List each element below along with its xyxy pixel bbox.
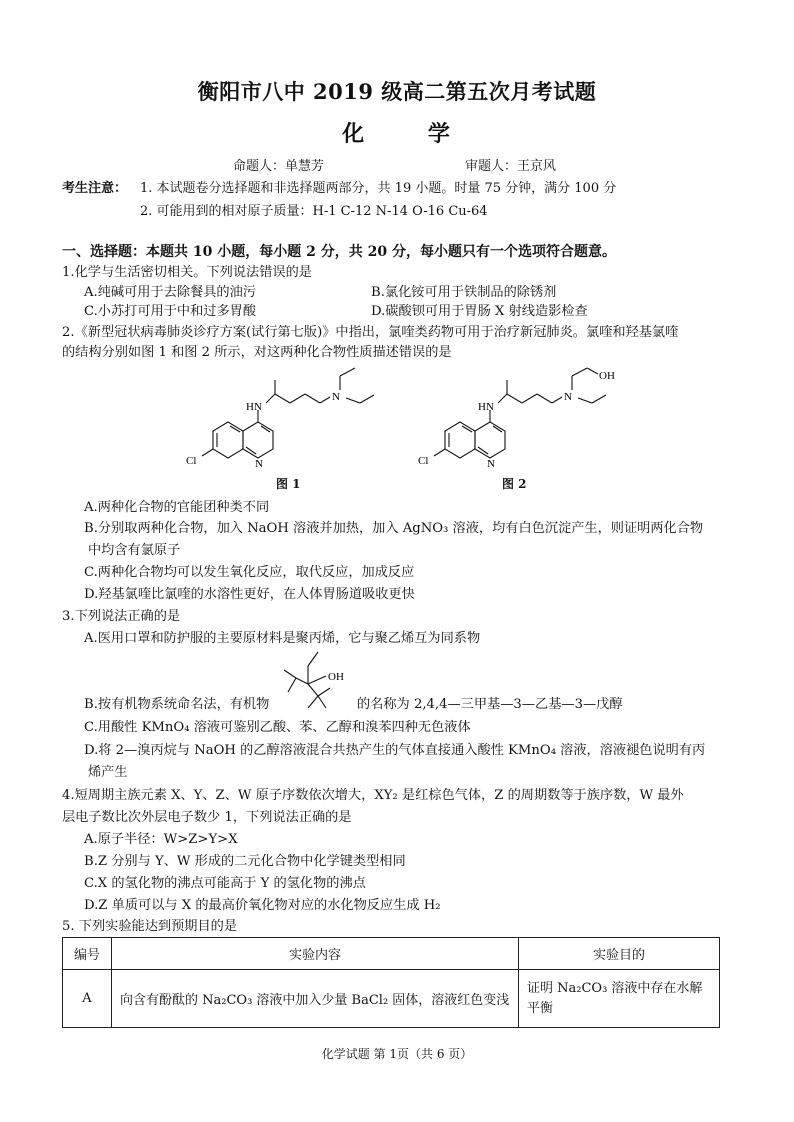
- q1-option-a: A.纯碱可用于去除餐具的油污: [84, 285, 256, 300]
- notice-line-1: 1. 本试题卷分选择题和非选择题两部分，共 19 小题。时量 75 分钟，满分 100 分: [140, 181, 617, 196]
- q3-option-d-1: D.将 2—溴丙烷与 NaOH 的乙醇溶液混合共热产生的气体直接通入酸性 KMnO₄ 溶液，溶液褪色说明有丙: [84, 743, 706, 758]
- atom-label-cl: Cl: [418, 455, 429, 467]
- row-a-id: A: [63, 970, 112, 1028]
- header-content: 实验内容: [112, 938, 519, 970]
- section-heading: 一、选择题：本题共 10 小题，每小题 2 分，共 20 分，每小题只有一个选项符合题意。: [62, 244, 616, 260]
- q2-option-b-1: B.分别取两种化合物，加入 NaOH 溶液并加热，加入 AgNO₃ 溶液，均有白色沉淀产生，则证明两化合物: [84, 521, 704, 536]
- q1-option-c: C.小苏打可用于中和过多胃酸: [84, 304, 257, 319]
- q4-option-d: D.Z 单质可以与 X 的最高价氧化物对应的水化物反应生成 H₂: [84, 898, 441, 913]
- atom-label-hn: HN: [478, 401, 494, 413]
- header-purpose: 实验目的: [519, 938, 720, 970]
- q4-option-a: A.原子半径：W>Z>Y>X: [84, 832, 238, 847]
- atom-label-hn: HN: [246, 401, 262, 413]
- row-a-purpose-line-1: 证明 Na₂CO₃ 溶液中存在水解: [527, 980, 703, 996]
- q2-stem-2: 的结构分别如图 1 和图 2 所示，对这两种化合物性质描述错误的是: [62, 345, 452, 360]
- q2-stem-1: 2.《新型冠状病毒肺炎诊疗方案(试行第七版)》中指出，氯喹类药物可用于治疗新冠肺炎。氯喹和羟基氯喹: [62, 325, 679, 340]
- q3-option-b-suffix: 的名称为 2,4,4—三甲基—3—乙基—3—戊醇: [357, 697, 623, 712]
- atom-label-ring-n: N: [487, 458, 495, 470]
- atom-label-n: N: [332, 391, 340, 403]
- q2-option-d: D.羟基氯喹比氯喹的水溶性更好，在人体胃肠道吸收更快: [84, 587, 415, 602]
- q3-option-c: C.用酸性 KMnO₄ 溶液可鉴别乙酸、苯、乙醇和溴苯四种无色液体: [84, 720, 471, 735]
- q4-stem-1: 4.短周期主族元素 X、Y、Z、W 原子序数依次增大，XY₂ 是红棕色气体，Z 的周期数等于族序数，W 最外: [62, 788, 684, 803]
- notice-label: 考生注意：: [62, 181, 128, 196]
- notice-line-2: 2. 可能用到的相对原子质量：H-1 C-12 N-14 O-16 Cu-64: [140, 204, 488, 219]
- q4-option-c: C.X 的氢化物的沸点可能高于 Y 的氢化物的沸点: [84, 876, 366, 891]
- row-a-content: 向含有酚酞的 Na₂CO₃ 溶液中加入少量 BaCl₂ 固体，溶液红色变浅: [112, 970, 519, 1028]
- row-a-purpose-line-2: 平衡: [527, 1000, 554, 1016]
- q2-option-a: A.两种化合物的官能团种类不同: [84, 500, 270, 515]
- q3-option-a: A.医用口罩和防护服的主要原材料是聚丙烯，它与聚乙烯互为同系物: [84, 631, 481, 646]
- atom-label-ring-n: N: [255, 458, 263, 470]
- table-row: [63, 970, 720, 1028]
- chloroquine-structure: [180, 360, 380, 470]
- atom-label-cl: Cl: [186, 455, 197, 467]
- exam-title: 衡阳市八中 2019 级高二第五次月考试题: [197, 79, 597, 104]
- reviewer: 审题人：王京风: [465, 159, 557, 174]
- hydroxychloroquine-structure: [412, 360, 622, 470]
- atom-label-oh: OH: [328, 671, 344, 683]
- q3-option-d-2: 烯产生: [88, 765, 128, 780]
- q2-option-b-2: 中均含有氯原子: [88, 543, 181, 558]
- q4-stem-2: 层电子数比次外层电子数少 1，下列说法正确的是: [62, 810, 352, 825]
- q1-option-b: B.氯化铵可用于铁制品的除锈剂: [371, 285, 557, 300]
- figure-2-caption: 图 2: [502, 477, 527, 491]
- atom-label-n: N: [564, 391, 572, 403]
- q2-option-c: C.两种化合物均可以发生氧化反应，取代反应，加成反应: [84, 565, 415, 580]
- header-id: 编号: [63, 938, 112, 970]
- alcohol-structure: [278, 648, 358, 712]
- page-footer: 化学试题 第 1页（共 6 页）: [321, 1047, 473, 1061]
- figure-1-caption: 图 1: [276, 477, 301, 491]
- author: 命题人：单慧芳: [233, 159, 325, 174]
- table-header-row: [63, 938, 720, 970]
- row-a-purpose: [519, 970, 720, 1028]
- atom-label-oh: OH: [599, 370, 615, 382]
- subject-title: 化 学: [342, 121, 478, 147]
- q1-stem: 1.化学与生活密切相关。下列说法错误的是: [62, 265, 312, 280]
- experiment-table: [62, 937, 720, 1028]
- q1-option-d: D.碳酸钡可用于胃肠 X 射线造影检查: [371, 304, 588, 319]
- q3-option-b-prefix: B.按有机物系统命名法，有机物: [84, 697, 270, 712]
- q3-stem: 3.下列说法正确的是: [62, 609, 181, 624]
- q4-option-b: B.Z 分别与 Y、W 形成的二元化合物中化学键类型相同: [84, 854, 406, 869]
- q5-stem: 5. 下列实验能达到预期目的是: [62, 919, 238, 934]
